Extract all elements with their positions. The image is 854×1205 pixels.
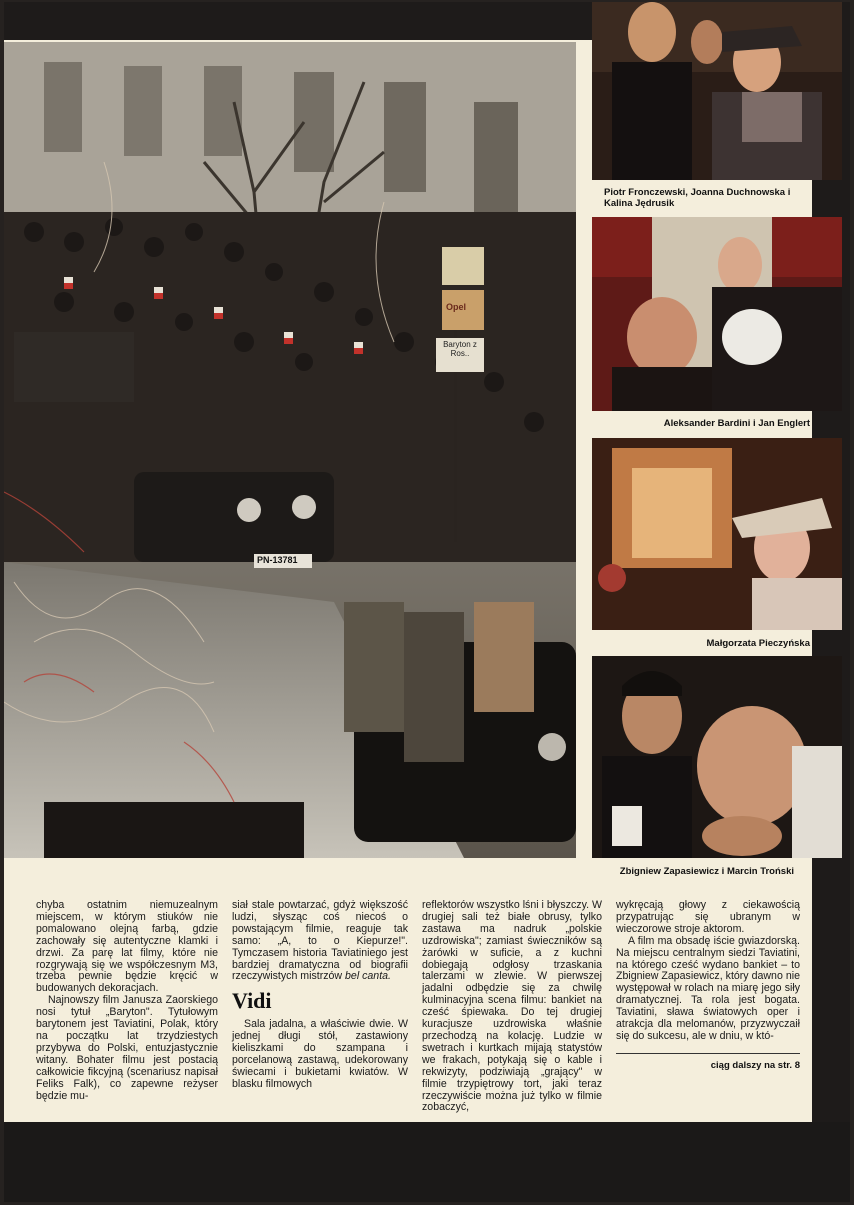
- article-column-4: [616, 900, 800, 1110]
- col3-paragraph-1: reflektorów wszystko lśni i błyszczy. W drugiej sali też białe obrusy, tylko zastawa ma nadruk „polskie uzdrowiska"; zamiast świeczników są żarówki w suficie, a z kuchni dobiegają odgłosy trzaskania talerzami w zlewie. W pierwszej jadalni odbędzie się za chwilę kulminacyjna scena filmu: bankiet na cześć śpiewaka. Do tej drugiej kuracjusze uzdrowiska właśnie przechodzą na kolację. Ludzie w swetrach i kurtkach mijają statystów we frakach, potykają się o kable i rekwizyty, podziwiają „grający" w filmie trzypiętrowy tort, jaki teraz rzeczywiście można już tylko w filmie zobaczyć,: [422, 899, 602, 1114]
- caption-photo3: Małgorzata Pieczyńska: [706, 638, 810, 649]
- magazine-page: [4, 2, 850, 1202]
- bottom-band: [4, 1122, 850, 1202]
- col1-paragraph-1: chyba ostatnim niemuzealnym miejscem, w którym stiuków nie pomalowano olejną farbą, gdzie zachowały się autentyczne klamki i drzwi. Za parę lat filmy, które nie rozgrywają się we współczesnym M3, trzeba pewnie będzie kręcić w budowanych dekoracjach.: [36, 899, 218, 995]
- section-heading: Vidi: [232, 988, 272, 1014]
- col2-italic-phrase: bel canta.: [345, 970, 391, 983]
- article-column-1: [36, 900, 218, 1110]
- caption-photo1: Piotr Fronczewski, Joanna Duchnowska i Kalina Jędrusik: [604, 187, 791, 209]
- photo-fronczewski-duchnowska-jedrusik: [592, 2, 842, 180]
- sign-bottom-text: Baryton z Ros..: [443, 340, 477, 358]
- col1-paragraph-2: Najnowszy film Janusza Zaorskiego nosi tytuł „Baryton". Tytułowym barytonem jest Taviatini, Polak, który na początku lat trzydziestych przybywa do Polski, entuzjastycznie witany. Bohater filmu jest postacią całkowicie fikcyjną (scenariusz napisał Feliks Falk), co zapewne reżyser będzie mu-: [36, 994, 218, 1102]
- caption-photo2: Aleksander Bardini i Jan Englert: [663, 418, 810, 429]
- caption-photo4: Zbigniew Zapasiewicz i Marcin Troński: [619, 866, 794, 877]
- continued-divider: [616, 1053, 800, 1054]
- continued-note: ciąg dalszy na str. 8: [710, 1059, 800, 1071]
- street-crowd-photo: [4, 42, 576, 858]
- col4-paragraph-2: A film ma obsadę iście gwiazdorską. Na miejscu centralnym siedzi Taviatini, na którego cześć wydano bankiet – to Zbigniew Zapasiewicz, który dawno nie występował w rolach na miarę jego siły dramatycznej. Ta rola jest bogata. Taviatini, sława światowych oper i atrakcja dla melomanów, przyzwyczaił się do sukcesu, ale w dniu, w któ-: [616, 934, 800, 1042]
- col2-paragraph-1-text: siał stale powtarzać, gdyż większość ludzi, słysząc coś niecoś o powstającym filmie, reaguje tak samo: „A, to o Kiepurze!". Tymczasem historia Taviatiniego jest bardziej dramatyczna od biografii rzeczywistych mistrzów: [232, 899, 408, 983]
- article-column-3: [422, 899, 602, 1114]
- col2-paragraph-1: [232, 900, 408, 983]
- col2-paragraph-2: Sala jadalna, a właściwie dwie. W jednej długi stół, zastawiony kieliszkami do szampana i porcelanową zastawą, udekorowany świecami i bukietami kwiatów. W blasku filmowych: [232, 1018, 408, 1090]
- photo-bardini-englert: [592, 217, 842, 411]
- sign-top-text: Opel: [446, 302, 467, 312]
- photo-zapasiewicz-tronski: [592, 656, 842, 858]
- photo-pieczynska: [592, 438, 842, 630]
- col4-paragraph-1: wykręcają głowy z ciekawością przypatrując się ubranym w wieczorowe stroje aktorom.: [616, 899, 800, 935]
- license-plate-text: PN-13781: [257, 555, 298, 565]
- article-column-2: [232, 900, 408, 1110]
